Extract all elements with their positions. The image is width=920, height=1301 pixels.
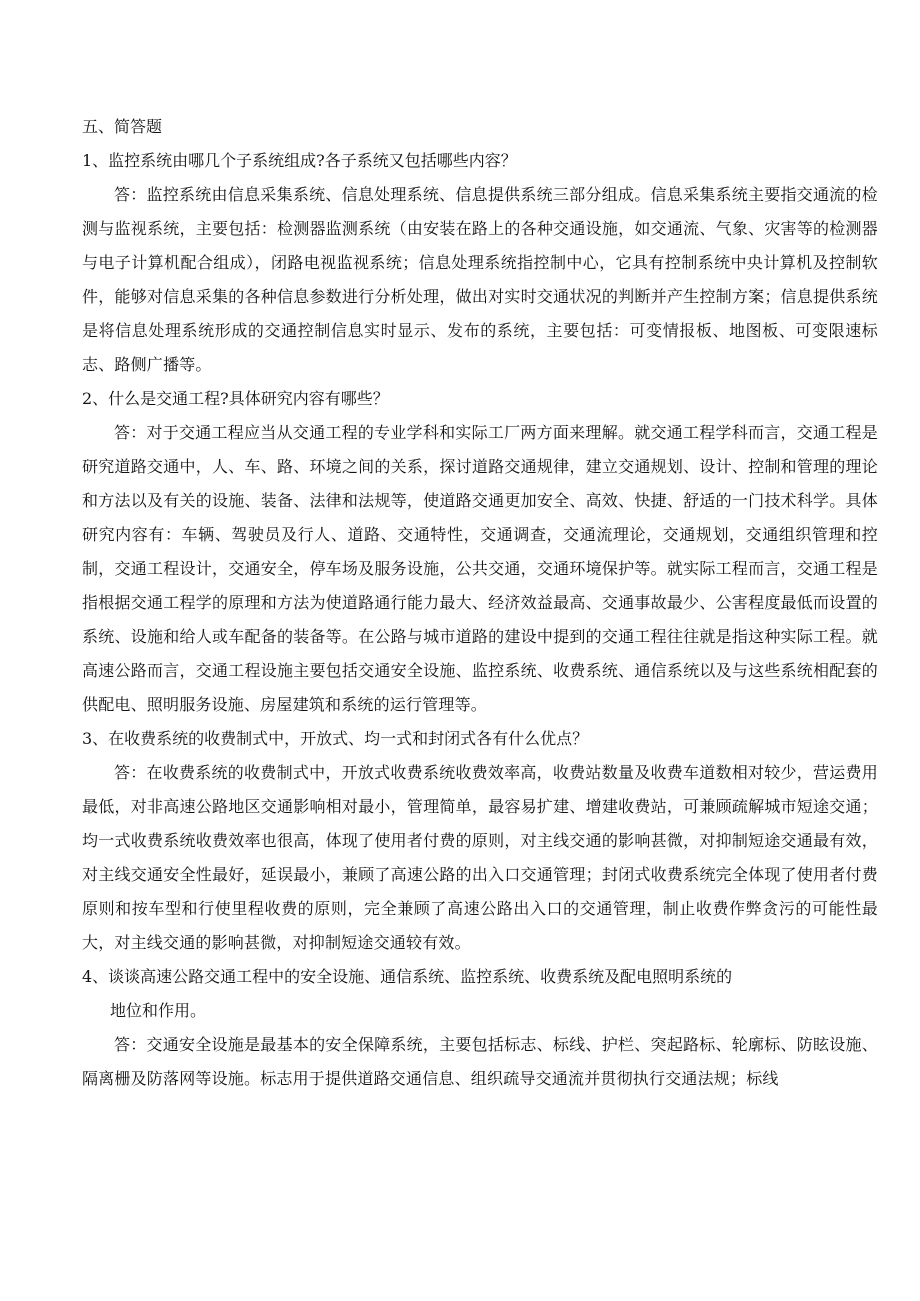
document-page xyxy=(82,110,878,1096)
question-4-continuation: 地位和作用。 xyxy=(110,1001,207,1020)
question-3: 3、在收费系统的收费制式中，开放式、均一式和封闭式各有什么优点？ xyxy=(82,729,589,748)
question-4: 4、谈谈高速公路交通工程中的安全设施、通信系统、监控系统、收费系统及配电照明系统的 xyxy=(82,967,733,986)
question-2: 2、什么是交通工程?具体研究内容有哪些？ xyxy=(82,389,389,408)
section-title: 五、简答题 xyxy=(82,117,163,136)
answer-2: 答：对于交通工程应当从交通工程的专业学科和实际工厂两方面来理解。就交通工程学科而言，交通工程是研究道路交通中，人、车、路、环境之间的关系，探讨道路交通规律，建立交通规划、设计、控制和管理的理论和方法以及有关的设施、装备、法律和法规等，使道路交通更加安全、高效、快捷、舒适的一门技术科学。具体研究内容有：车辆、驾驶员及行人、道路、交通特性，交通调查，交通流理论，交通规划，交通组织管理和控制，交通工程设计，交通安全，停车场及服务设施，公共交通，交通环境保护等。就实际工程而言，交通工程是指根据交通工程学的原理和方法为使道路通行能力最大、经济效益最高、交通事故最少、公害程度最低而设置的系统、设施和给人或车配备的装备等。在公路与城市道路的建设中提到的交通工程往往就是指这种实际工程。就高速公路而言，交通工程设施主要包括交通安全设施、监控系统、收费系统、通信系统以及与这些系统相配套的供配电、照明服务设施、房屋建筑和系统的运行管理等。 xyxy=(82,423,878,714)
answer-3: 答：在收费系统的收费制式中，开放式收费系统收费效率高，收费站数量及收费车道数相对较少，营运费用最低，对非高速公路地区交通影响相对最小，管理简单，最容易扩建、增建收费站，可兼顾疏解城市短途交通；均一式收费系统收费效率也很高，体现了使用者付费的原则，对主线交通的影响甚微，对抑制短途交通最有效，对主线交通安全性最好，延误最小，兼顾了高速公路的出入口交通管理；封闭式收费系统完全体现了使用者付费原则和按车型和行使里程收费的原则，完全兼顾了高速公路出入口的交通管理，制止收费作弊贪污的可能性最大，对主线交通的影响甚微，对抑制短途交通较有效。 xyxy=(82,763,878,952)
answer-4: 答：交通安全设施是最基本的安全保障系统，主要包括标志、标线、护栏、突起路标、轮廓标、防眩设施、隔离栅及防落网等设施。标志用于提供道路交通信息、组织疏导交通流并贯彻执行交通法规；标线 xyxy=(82,1035,878,1088)
question-1: 1、监控系统由哪几个子系统组成?各子系统又包括哪些内容？ xyxy=(82,151,517,170)
answer-1: 答：监控系统由信息采集系统、信息处理系统、信息提供系统三部分组成。信息采集系统主要指交通流的检测与监视系统，主要包括：检测器监测系统（由安装在路上的各种交通设施，如交通流、气象、灾害等的检测器与电子计算机配合组成），闭路电视监视系统；信息处理系统指控制中心，它具有控制系统中央计算机及控制软件，能够对信息采集的各种信息参数进行分析处理，做出对实时交通状况的判断并产生控制方案；信息提供系统是将信息处理系统形成的交通控制信息实时显示、发布的系统，主要包括：可变情报板、地图板、可变限速标志、路侧广播等。 xyxy=(82,185,878,374)
